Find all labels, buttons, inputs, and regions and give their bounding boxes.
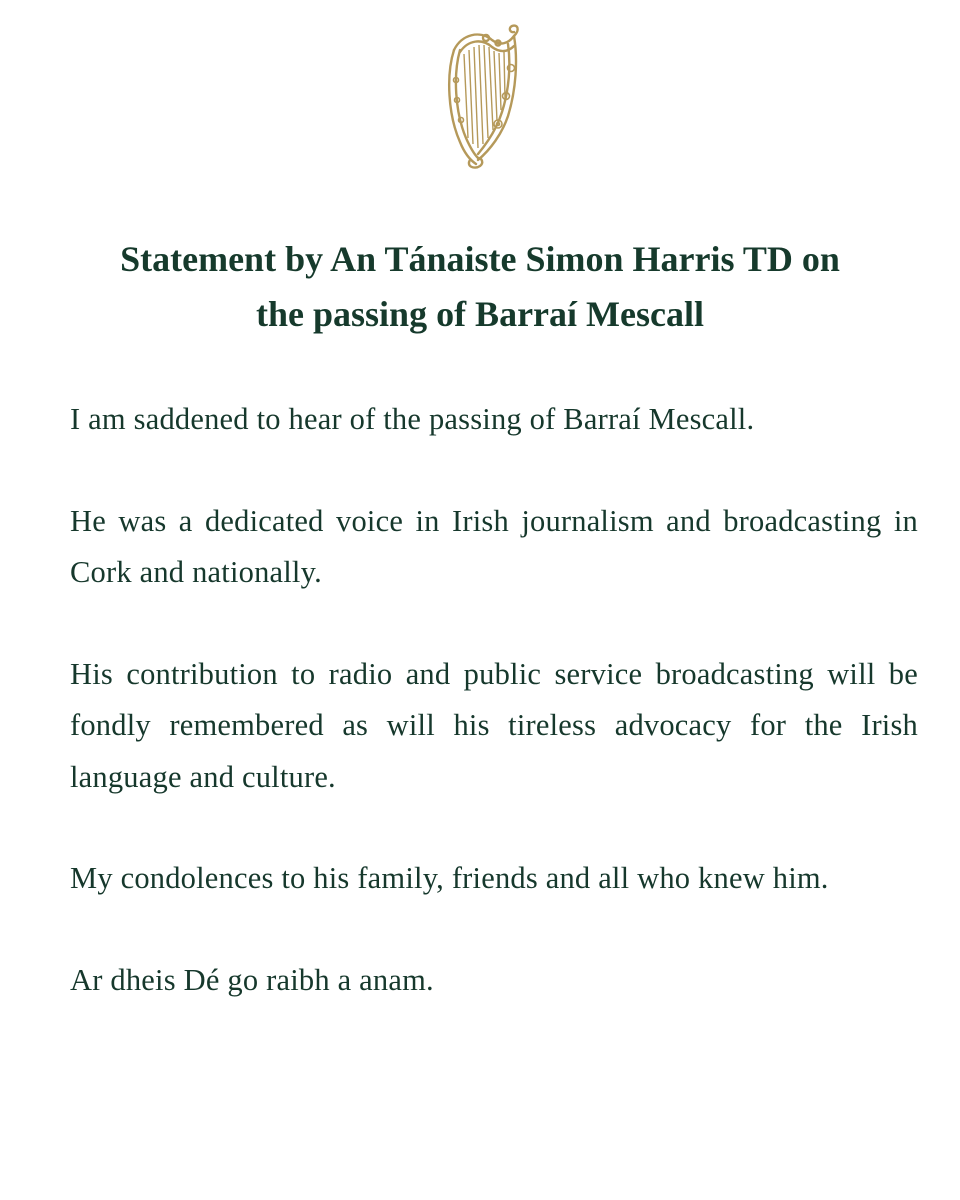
paragraph-saddened: I am saddened to hear of the passing of Barraí Mescall. [70,402,755,436]
paragraph-dedicated-voice: He was a dedicated voice in Irish journalism and broadcasting in Cork and nationally. [70,503,918,589]
paragraph-condolences: My condolences to his family, friends and all who knew him. [70,861,829,895]
paragraph-closing-blessing: Ar dheis Dé go raibh a anam. [70,962,434,997]
statement-title [40,232,920,342]
title-line-1: Statement by An Tánaiste Simon Harris TD on [120,239,840,279]
paragraph-contribution: His contribution to radio and public service broadcasting will be fondly remembered as will his tireless advocacy for the Irish language and culture. [70,656,918,794]
harp-crest-icon [440,20,522,170]
statement-body [70,394,918,1056]
title-line-2: the passing of Barraí Mescall [256,294,704,334]
